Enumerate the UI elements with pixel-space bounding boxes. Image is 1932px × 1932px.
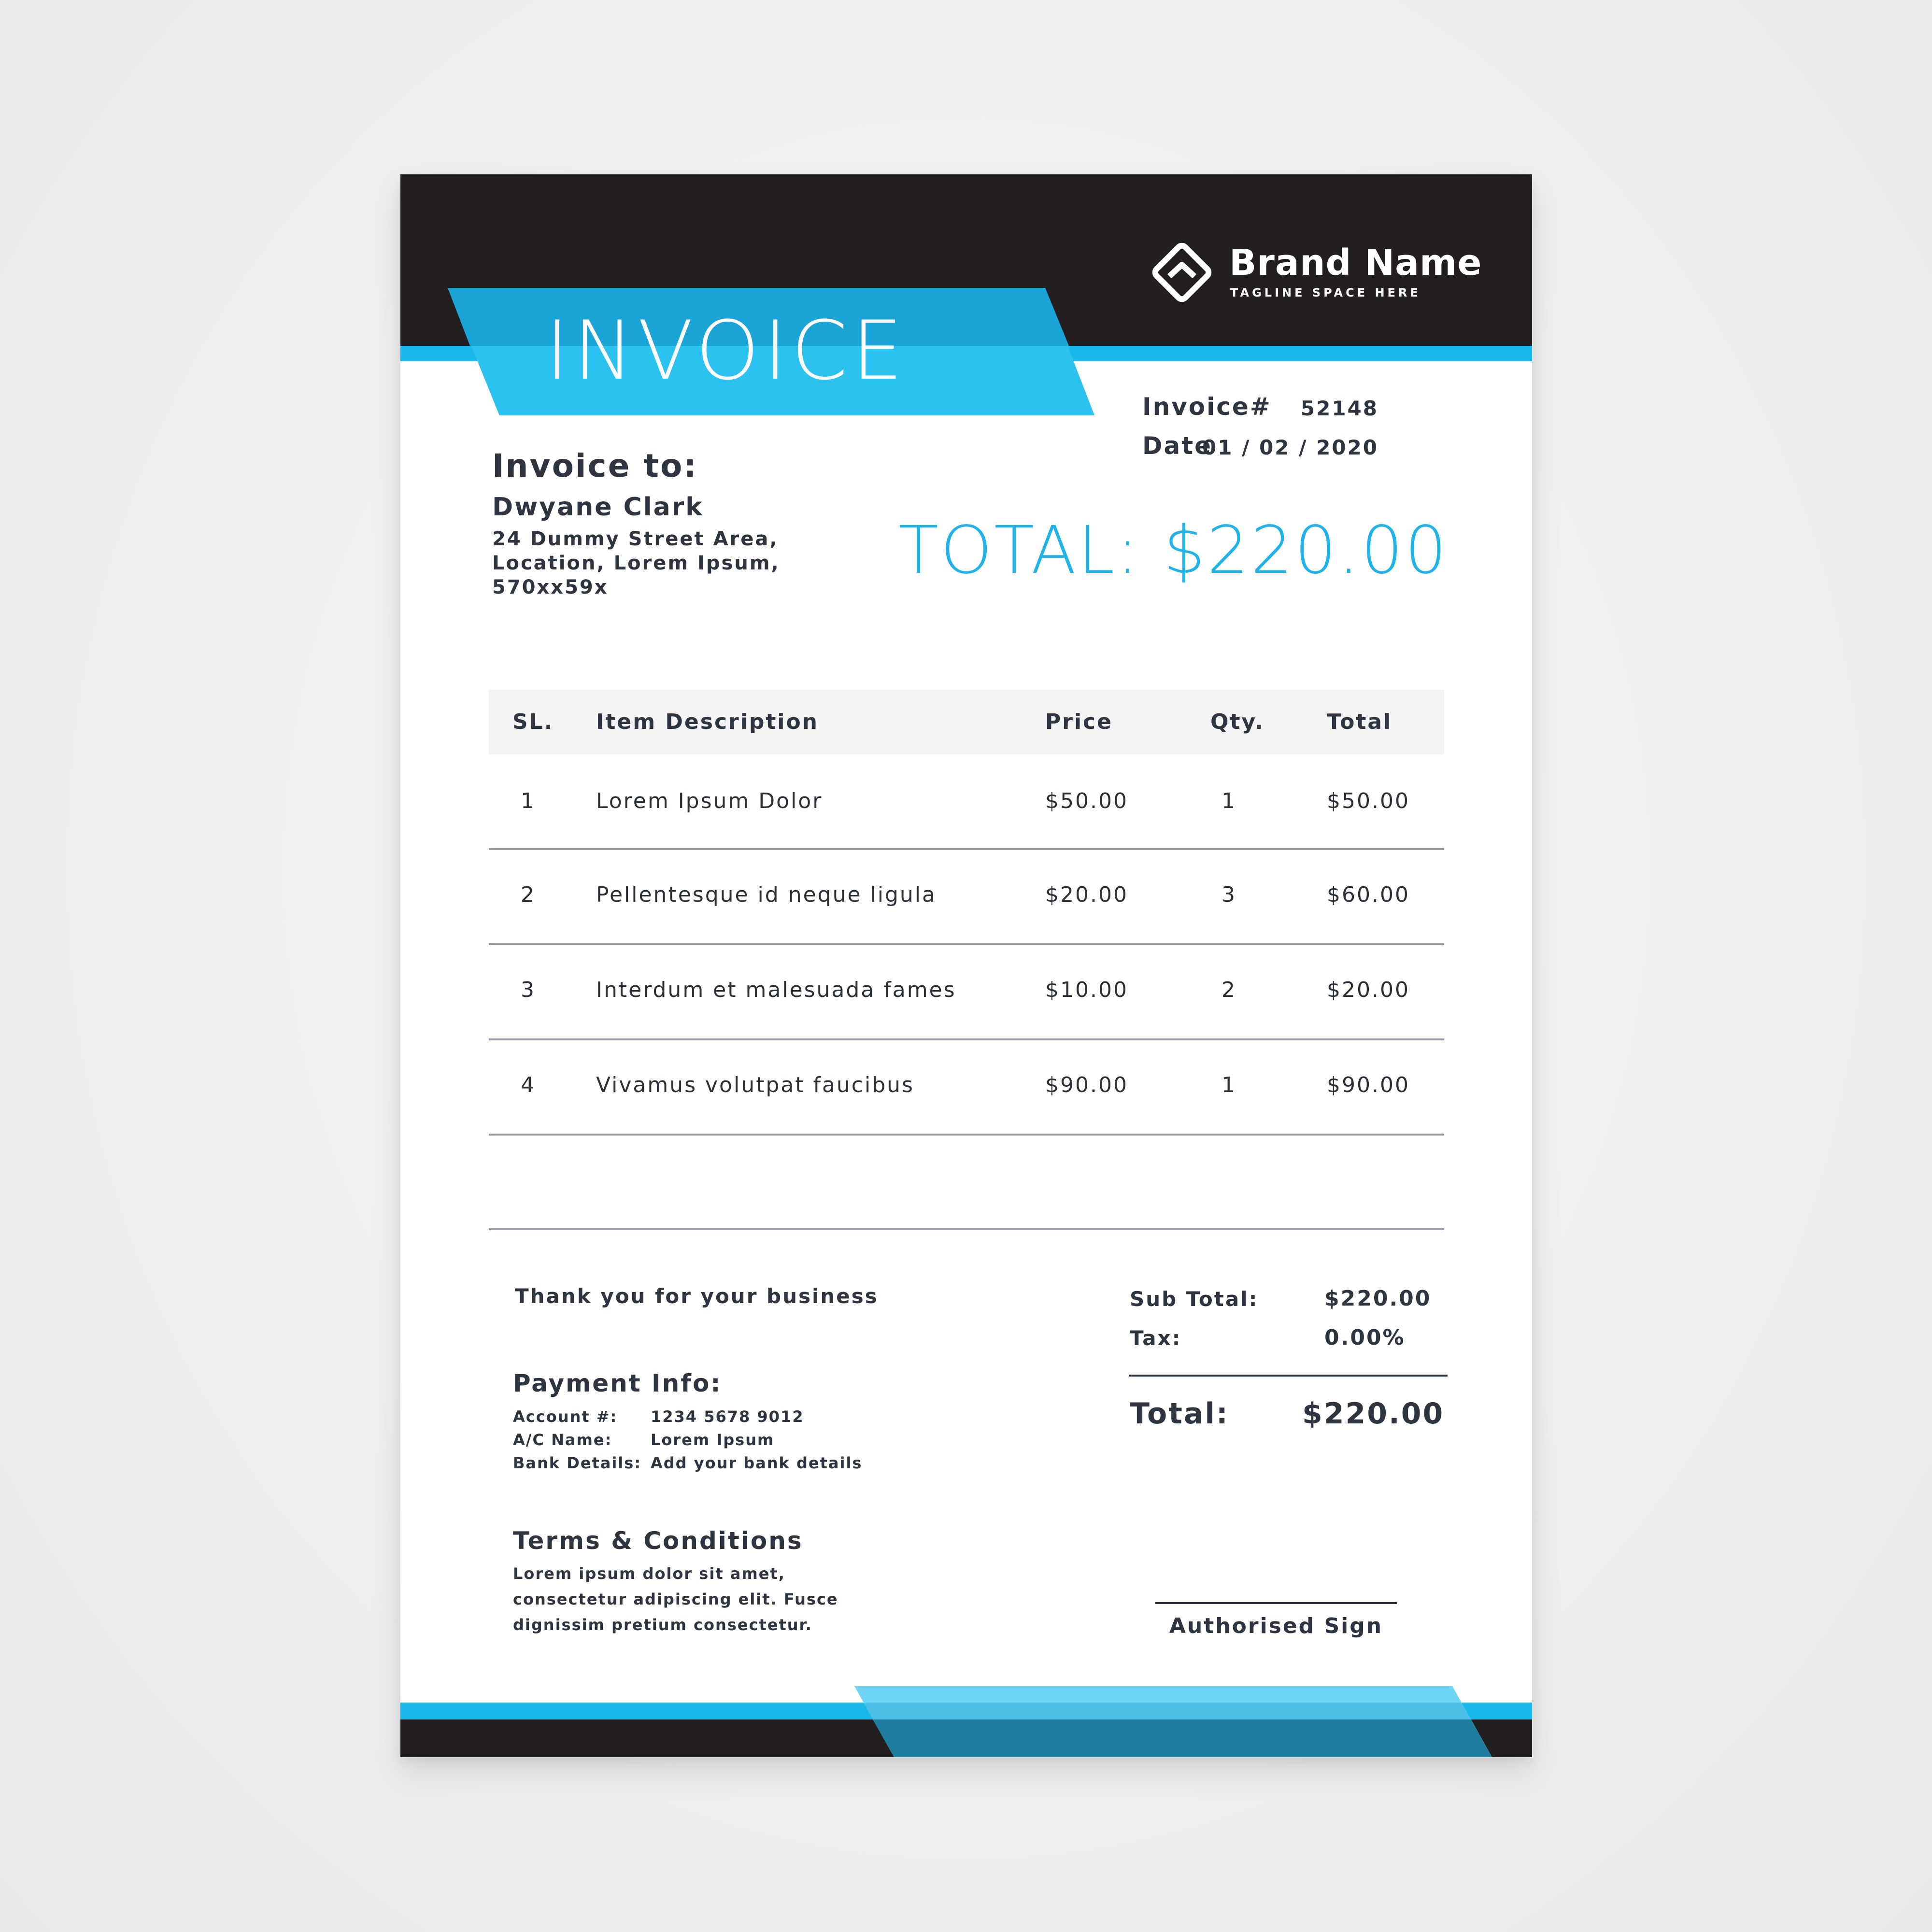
- tax-value: 0.00%: [1324, 1325, 1406, 1350]
- tax-label: Tax:: [1130, 1326, 1182, 1350]
- payment-value: Add your bank details: [651, 1454, 863, 1472]
- table-cell-sl: 3: [521, 978, 536, 1002]
- footer-decoration: [400, 1686, 1532, 1757]
- table-cell-total: $50.00: [1327, 789, 1410, 813]
- table-cell-qty: 1: [1222, 1073, 1236, 1097]
- table-cell-price: $10.00: [1045, 978, 1128, 1002]
- table-cell-description: Interdum et malesuada fames: [596, 978, 956, 1002]
- table-cell-description: Lorem Ipsum Dolor: [596, 789, 823, 813]
- payment-value: 1234 5678 9012: [651, 1407, 804, 1426]
- summary-divider: [1129, 1375, 1448, 1377]
- grand-total: TOTAL: $220.00: [898, 512, 1449, 589]
- brand-tagline: TAGLINE SPACE HERE: [1230, 286, 1421, 299]
- table-cell-price: $20.00: [1045, 882, 1128, 907]
- client-address-line: 570xx59x: [492, 576, 609, 598]
- table-cell-price: $90.00: [1045, 1073, 1128, 1097]
- invoice-number-value: 52148: [1300, 397, 1378, 420]
- diamond-logo-icon: [1148, 239, 1216, 306]
- client-name: Dwyane Clark: [492, 493, 704, 522]
- thank-you-note: Thank you for your business: [515, 1284, 879, 1308]
- total-label: Total:: [1130, 1397, 1229, 1431]
- subtotal-label: Sub Total:: [1130, 1287, 1259, 1311]
- terms-text-line: consectetur adipiscing elit. Fusce: [513, 1590, 838, 1608]
- signature-line: [1155, 1602, 1397, 1604]
- table-cell-total: $60.00: [1327, 882, 1410, 907]
- table-cell-sl: 2: [521, 882, 536, 907]
- payment-label: A/C Name:: [513, 1431, 612, 1449]
- subtotal-value: $220.00: [1324, 1286, 1432, 1311]
- table-end-divider: [489, 1228, 1444, 1230]
- brand-name: Brand Name: [1229, 242, 1482, 284]
- row-divider: [489, 1134, 1444, 1136]
- column-header-description: Item Description: [596, 710, 819, 734]
- row-divider: [489, 848, 1444, 850]
- terms-text-line: dignissim pretium consectetur.: [513, 1616, 812, 1634]
- table-cell-description: Pellentesque id neque ligula: [596, 882, 937, 907]
- column-header-qty: Qty.: [1210, 710, 1264, 734]
- row-divider: [489, 1038, 1444, 1040]
- payment-info-heading: Payment Info:: [513, 1369, 722, 1397]
- payment-label: Bank Details:: [513, 1454, 642, 1472]
- terms-heading: Terms & Conditions: [513, 1527, 803, 1555]
- payment-value: Lorem Ipsum: [651, 1431, 775, 1449]
- table-cell-description: Vivamus volutpat faucibus: [596, 1073, 914, 1097]
- row-divider: [489, 943, 1444, 945]
- date-value: 01 / 02 / 2020: [1202, 436, 1378, 459]
- terms-text-line: Lorem ipsum dolor sit amet,: [513, 1564, 785, 1583]
- column-header-price: Price: [1045, 710, 1113, 734]
- table-cell-sl: 1: [521, 789, 536, 813]
- table-cell-qty: 3: [1222, 882, 1236, 907]
- column-header-sl: SL.: [512, 710, 554, 734]
- table-cell-price: $50.00: [1045, 789, 1128, 813]
- invoice-title: INVOICE: [545, 303, 907, 398]
- table-cell-qty: 2: [1222, 978, 1236, 1002]
- bill-to-heading: Invoice to:: [492, 447, 698, 484]
- table-cell-sl: 4: [521, 1073, 536, 1097]
- date-label: Date: [1142, 432, 1213, 460]
- column-header-total: Total: [1327, 710, 1392, 734]
- client-address-line: 24 Dummy Street Area,: [492, 528, 779, 550]
- client-address-line: Location, Lorem Ipsum,: [492, 552, 780, 574]
- total-value: $220.00: [1302, 1397, 1445, 1431]
- invoice-sheet: [400, 174, 1532, 1757]
- table-cell-total: $20.00: [1327, 978, 1410, 1002]
- table-cell-total: $90.00: [1327, 1073, 1410, 1097]
- invoice-number-label: Invoice#: [1142, 393, 1272, 421]
- payment-label: Account #:: [513, 1407, 618, 1426]
- table-cell-qty: 1: [1222, 789, 1236, 813]
- signature-label: Authorised Sign: [1169, 1614, 1383, 1638]
